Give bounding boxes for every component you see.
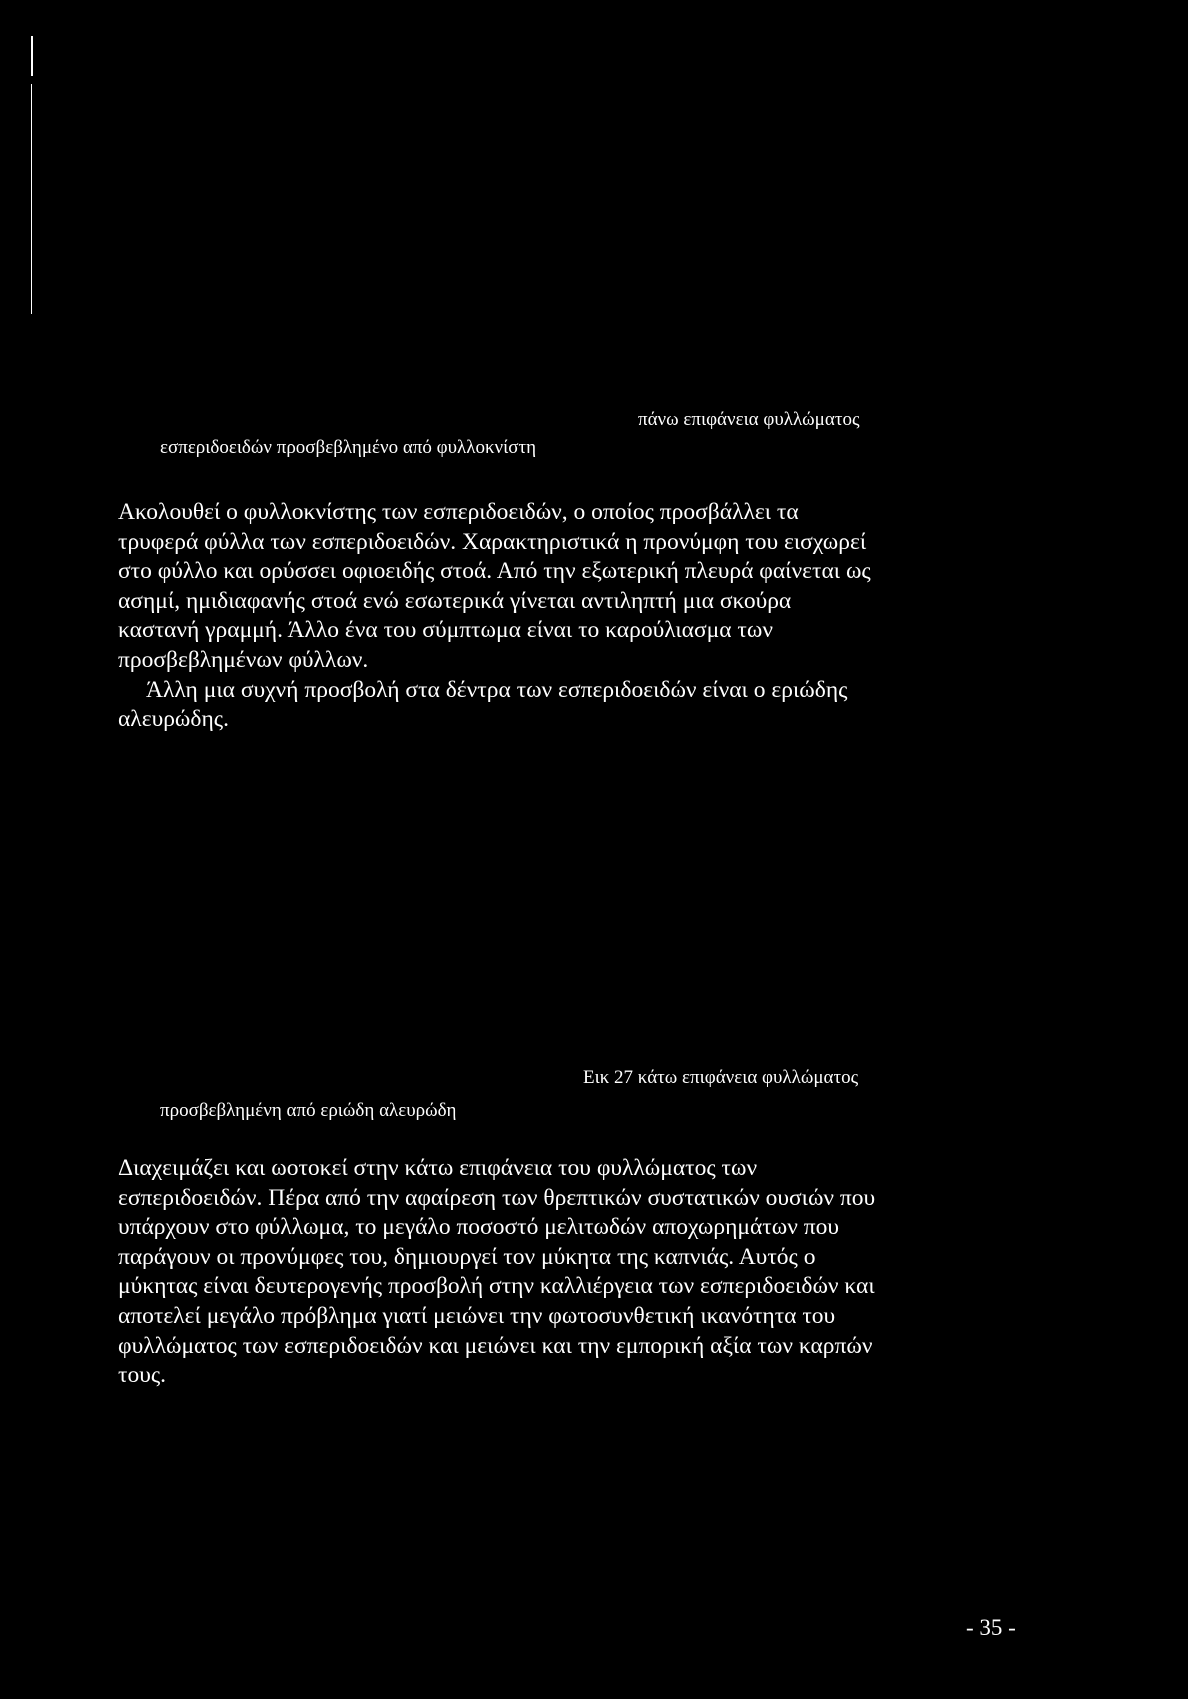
text-line: καστανή γραμμή. Άλλο ένα του σύμπτωμα είναι το καρούλιασμα των [118, 617, 773, 644]
text-line: Διαχειμάζει και ωοτοκεί στην κάτω επιφάνεια του φυλλώματος των [118, 1155, 758, 1181]
figure-caption-top-line2: εσπεριδοειδών προσβεβλημένο από φυλλοκνίστη [160, 437, 537, 458]
text-line: Άλλη μια συχνή προσβολή στα δέντρα των εσπεριδοειδών είναι ο εριώδης [146, 676, 848, 703]
scan-edge-line [31, 36, 33, 76]
text-line: μύκητας είναι δευτερογενής προσβολή στην καλλιέργεια των εσπεριδοειδών και [118, 1273, 875, 1300]
text-line: αλευρώδης. [118, 706, 229, 733]
text-line: προσβεβλημένων φύλλων. [118, 646, 369, 673]
paragraph-leafminer [118, 498, 1076, 735]
text-line: τους. [118, 1362, 167, 1389]
scan-edge-line [31, 84, 32, 314]
text-line: τρυφερά φύλλα των εσπεριδοειδών. Χαρακτηριστικά η προνύμφη του εισχωρεί [118, 528, 867, 555]
text-line: αποτελεί μεγάλο πρόβλημα γιατί μειώνει την φωτοσυνθετική ικανότητα του [118, 1302, 836, 1329]
figure-caption-top-line1: πάνω επιφάνεια φυλλώματος [638, 409, 860, 430]
text-line: υπάρχουν στο φύλλωμα, το μεγάλο ποσοστό μελιτωδών αποχωρημάτων που [118, 1214, 839, 1241]
paragraph-whitefly [118, 1154, 1076, 1391]
text-line: στο φύλλο και ορύσσει οφιοειδής στοά. Από την εξωτερική πλευρά φαίνεται ως [118, 558, 871, 585]
text-line: φυλλώματος των εσπεριδοειδών και μειώνει και την εμπορική αξία των καρπών [118, 1332, 873, 1359]
figure-caption-bottom-line1: Εικ 27 κάτω επιφάνεια φυλλώματος [583, 1067, 859, 1088]
text-line: ασημί, ημιδιαφανής στοά ενώ εσωτερικά γίνεται αντιληπτή μια σκούρα [118, 587, 792, 614]
text-line: εσπεριδοειδών. Πέρα από την αφαίρεση των θρεπτικών συστατικών ουσιών που [118, 1184, 876, 1211]
text-line: παράγουν οι προνύμφες του, δημιουργεί τον μύκητα της καπνιάς. Αυτός ο [118, 1243, 816, 1270]
figure-caption-bottom-line2: προσβεβλημένη από εριώδη αλευρώδη [160, 1100, 457, 1121]
page-number: - 35 - [966, 1615, 1016, 1640]
text-line: Ακολουθεί ο φυλλοκνίστης των εσπεριδοειδών, ο οποίος προσβάλλει τα [118, 499, 799, 525]
